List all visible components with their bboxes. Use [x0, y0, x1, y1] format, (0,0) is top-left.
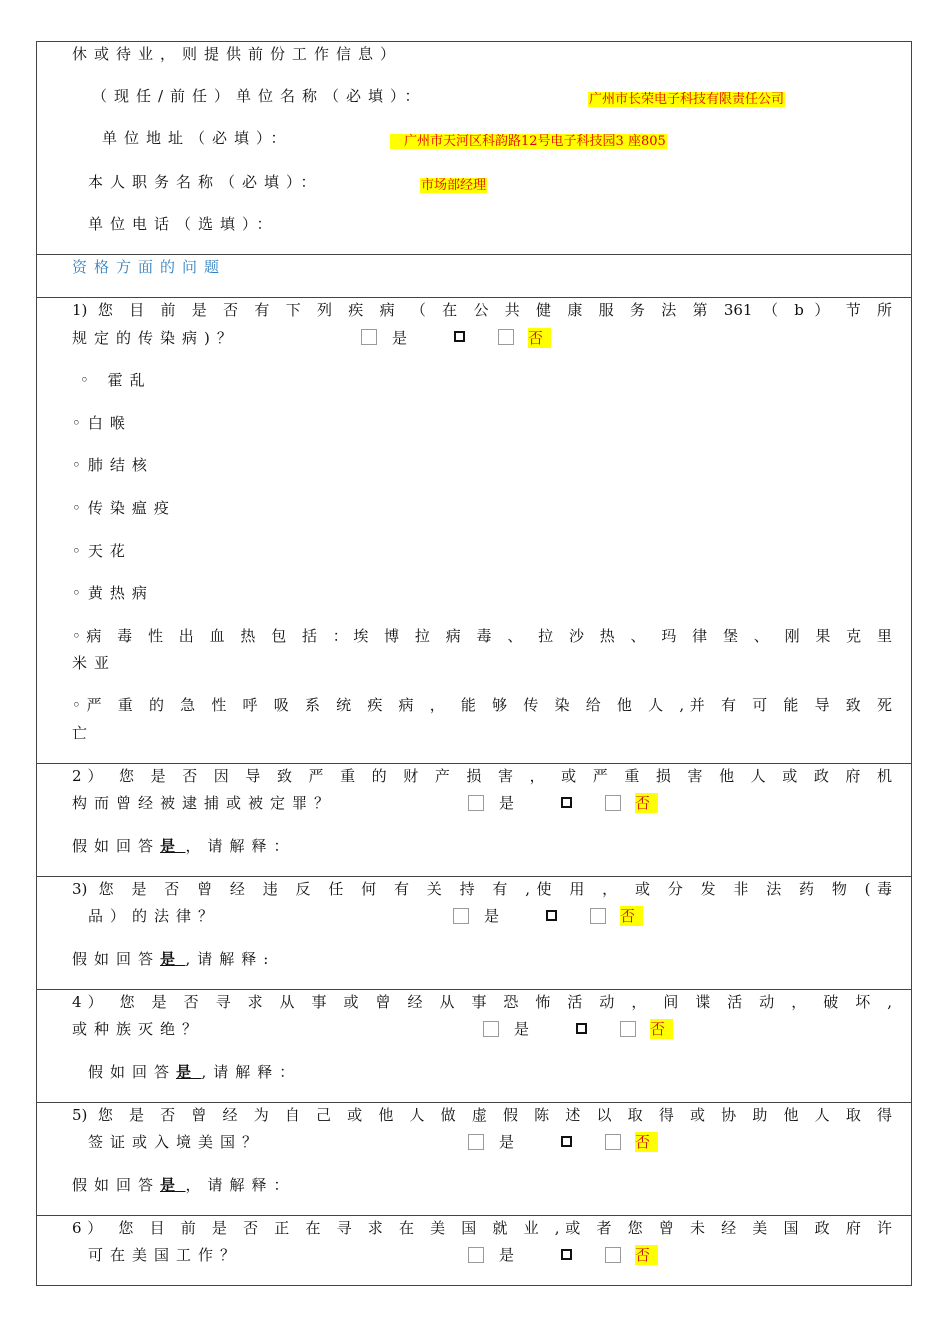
respiratory-line2: 亡: [72, 724, 95, 742]
q5-yes-checkbox[interactable]: [468, 1134, 484, 1150]
q3-explain: [72, 949, 275, 969]
q1-no-label: 否: [528, 328, 551, 348]
explain-suffix: ，请解释：: [185, 1176, 296, 1194]
explain-yes-text: 是: [160, 950, 176, 968]
q6-yes-checkbox[interactable]: [468, 1247, 484, 1263]
job-title-value: 市场部经理: [421, 178, 487, 193]
respiratory-line1: ◦严 重 的 急 性 呼 吸 系 统 疾 病 ， 能 够 传 染 给 他 人 ,并 有 可 能 导 致 死: [72, 696, 892, 714]
row-divider: [36, 763, 912, 764]
q6-yes-label: 是: [499, 1246, 515, 1264]
row-divider: [36, 254, 912, 255]
q4-line2: 或种族灭绝？: [72, 1020, 205, 1038]
q3-yes-label: 是: [484, 907, 500, 925]
company-address-label: 单位地址（必填）：: [102, 129, 293, 147]
disease-item: ◦肺结核: [72, 456, 154, 474]
q5-yes-label: 是: [499, 1133, 515, 1151]
explain-yes: [160, 1176, 185, 1194]
q6-no-label: 否: [635, 1245, 658, 1265]
q1-yes-checkbox[interactable]: [361, 329, 377, 345]
company-name-label: （现任/前任）单位名称（必填）：: [92, 87, 427, 105]
q2-square-icon: [561, 797, 572, 808]
row-divider: [36, 1102, 912, 1103]
explain-prefix: 假如回答: [72, 950, 161, 968]
q4-line1: 4） 您 是 否 寻 求 从 事 或 曾 经 从 事 恐 怖 活 动 ， 间 谍 活 动 ， 破 坏 ,: [72, 993, 892, 1011]
q5-no-label: 否: [635, 1132, 658, 1152]
row-divider: [36, 1215, 912, 1216]
q4-yes-label: 是: [514, 1020, 530, 1038]
q5-square-icon: [561, 1136, 572, 1147]
q6-no-checkbox[interactable]: [605, 1247, 621, 1263]
section-title: 资格方面的问题: [72, 258, 227, 276]
q2-yes-checkbox[interactable]: [468, 795, 484, 811]
q3-yes-checkbox[interactable]: [453, 908, 469, 924]
explain-prefix: 假如回答: [88, 1063, 177, 1081]
explain-yes-text: 是: [160, 1176, 176, 1194]
company-phone-label: 单位电话（选填）：: [88, 215, 279, 233]
q6-line1: 6） 您 目 前 是 否 正 在 寻 求 在 美 国 就 业 ,或 者 您 曾 未 经 美 国 政 府 许: [72, 1219, 892, 1237]
disease-item: ◦黄热病: [72, 584, 154, 602]
q4-explain: [88, 1062, 301, 1082]
explain-suffix: ，请解释：: [185, 837, 296, 855]
q2-line2: 构而曾经被逮捕或被定罪？: [72, 794, 337, 812]
q5-line2: 签证或入境美国？: [88, 1133, 265, 1151]
q5-no-checkbox[interactable]: [605, 1134, 621, 1150]
q3-square-icon: [546, 910, 557, 921]
hemorrhagic-fever-line1: ◦病 毒 性 出 血 热 包 括 ：埃 博 拉 病 毒 、 拉 沙 热 、 玛 律 堡 、 刚 果 克 里: [72, 627, 892, 645]
row-divider: [36, 297, 912, 298]
disease-item: ◦天花: [72, 542, 132, 560]
q2-no-checkbox[interactable]: [605, 795, 621, 811]
q3-line1: 3) 您 是 否 曾 经 违 反 任 何 有 关 持 有 ,使 用 ， 或 分 发 非 法 药 物 (毒: [72, 880, 892, 898]
q2-explain: [72, 836, 296, 856]
q6-line2: 可在美国工作？: [88, 1246, 243, 1264]
q1-no-checkbox[interactable]: [498, 329, 514, 345]
company-name-field[interactable]: [588, 88, 785, 110]
work-info-intro: 休或待业，则提供前份工作信息）: [72, 45, 403, 63]
q2-yes-label: 是: [499, 794, 515, 812]
q1-line1: 1) 您 目 前 是 否 有 下 列 疾 病 （ 在 公 共 健 康 服 务 法 第 361 （ b ） 节 所: [72, 301, 892, 319]
q5-line1: 5) 您 是 否 曾 经 为 自 己 或 他 人 做 虚 假 陈 述 以 取 得 或 协 助 他 人 取 得: [72, 1106, 892, 1124]
q4-no-checkbox[interactable]: [620, 1021, 636, 1037]
row-divider: [36, 876, 912, 877]
explain-yes: [160, 837, 185, 855]
explain-yes-text: 是: [160, 837, 176, 855]
q1-line2: 规定的传染病)？: [72, 329, 239, 347]
disease-item: ◦白喉: [72, 414, 132, 432]
company-name-value: 广州市长荣电子科技有限责任公司: [589, 92, 785, 107]
explain-suffix: ,请解释:: [185, 950, 276, 968]
hemorrhagic-fever-line2: 米亚: [72, 654, 117, 672]
q3-line2: 品）的法律？: [88, 907, 221, 925]
q2-no-label: 否: [635, 793, 658, 813]
q6-square-icon: [561, 1249, 572, 1260]
q4-no-label: 否: [650, 1019, 673, 1039]
job-title-field[interactable]: [420, 174, 487, 196]
company-address-field[interactable]: [390, 130, 667, 152]
q2-line1: 2） 您 是 否 因 导 致 严 重 的 财 产 损 害 ， 或 严 重 损 害 他 人 或 政 府 机: [72, 767, 892, 785]
q1-square-icon: [454, 331, 465, 342]
q5-explain: [72, 1175, 296, 1195]
disease-item: ◦传染瘟疫: [72, 499, 176, 517]
q4-yes-checkbox[interactable]: [483, 1021, 499, 1037]
explain-prefix: 假如回答: [72, 1176, 161, 1194]
disease-item: ◦ 霍乱: [80, 371, 152, 389]
explain-suffix: ,请解释：: [201, 1063, 302, 1081]
job-title-label: 本人职务名称（必填）：: [88, 173, 323, 191]
row-divider: [36, 989, 912, 990]
explain-yes: [176, 1063, 201, 1081]
q3-no-label: 否: [620, 906, 643, 926]
explain-yes-text: 是: [176, 1063, 192, 1081]
explain-yes: [160, 950, 185, 968]
q3-no-checkbox[interactable]: [590, 908, 606, 924]
company-address-value: 广州市天河区科韵路12号电子科技园3 座805: [390, 134, 667, 149]
q1-yes-label: 是: [392, 329, 408, 347]
explain-prefix: 假如回答: [72, 837, 161, 855]
q4-square-icon: [576, 1023, 587, 1034]
